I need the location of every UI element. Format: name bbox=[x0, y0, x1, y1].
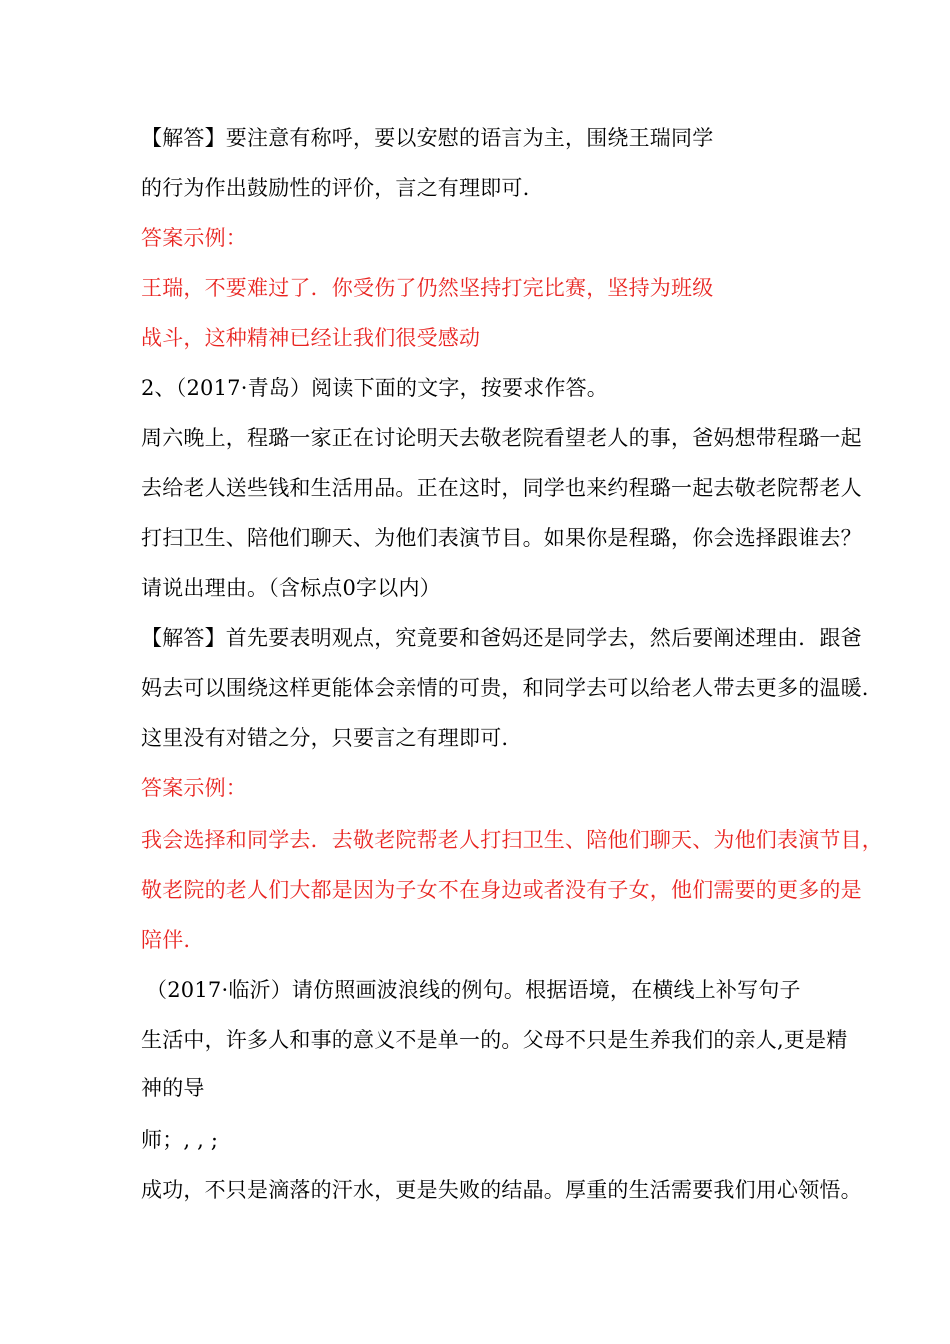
question-text-line: 成功，不只是滴落的汗水，更是失败的结晶。厚重的生活需要我们用心领悟。 bbox=[141, 1178, 862, 1202]
answer-analysis-line: 【解答】要注意有称呼，要以安慰的语言为主，围绕王瑞同学 bbox=[141, 126, 714, 150]
answer-analysis-line: 的行为作出鼓励性的评价，言之有理即可. bbox=[141, 176, 530, 200]
question-text-line: 去给老人送些钱和生活用品。正在这时，同学也来约程璐一起去敬老院帮老人 bbox=[141, 476, 862, 500]
answer-analysis-line: 这里没有对错之分，只要言之有理即可. bbox=[141, 726, 509, 750]
question-text-line: 生活中，许多人和事的意义不是单一的。父母不只是生养我们的亲人,更是精 bbox=[141, 1028, 848, 1052]
answer-analysis-line: 【解答】首先要表明观点，究竟要和爸妈还是同学去，然后要阐述理由．跟爸 bbox=[141, 626, 862, 650]
answer-example-heading: 答案示例： bbox=[141, 776, 247, 800]
answer-example-line: 我会选择和同学去．去敬老院帮老人打扫卫生、陪他们聊天、为他们表演节目， bbox=[141, 828, 883, 852]
answer-example-heading: 答案示例： bbox=[141, 226, 247, 250]
question-text-line: 打扫卫生、陪他们聊天、为他们表演节目。如果你是程璐，你会选择跟谁去？ bbox=[141, 526, 862, 550]
question-text-line: 周六晚上，程璐一家正在讨论明天去敬老院看望老人的事，爸妈想带程璐一起 bbox=[141, 426, 862, 450]
question-heading: （2017·临沂）请仿照画波浪线的例句。根据语境，在横线上补写句子 bbox=[146, 978, 801, 1002]
answer-example-line: 陪伴. bbox=[141, 928, 191, 952]
answer-analysis-line: 妈去可以围绕这样更能体会亲情的可贵，和同学去可以给老人带去更多的温暖. bbox=[141, 676, 869, 700]
answer-example-line: 敬老院的老人们大都是因为子女不在身边或者没有子女，他们需要的更多的是 bbox=[141, 878, 862, 902]
question-text-line: 请说出理由。（含标点0字以内） bbox=[141, 576, 441, 600]
answer-example-line: 王瑞，不要难过了．你受伤了仍然坚持打完比赛，坚持为班级 bbox=[141, 276, 714, 300]
question-text-line: 神的导 bbox=[141, 1076, 205, 1100]
question-text-line: 师；, , ; bbox=[141, 1128, 219, 1152]
question-heading: 2、（2017·青岛）阅读下面的文字，按要求作答。 bbox=[141, 376, 608, 400]
answer-example-line: 战斗，这种精神已经让我们很受感动 bbox=[141, 326, 481, 350]
